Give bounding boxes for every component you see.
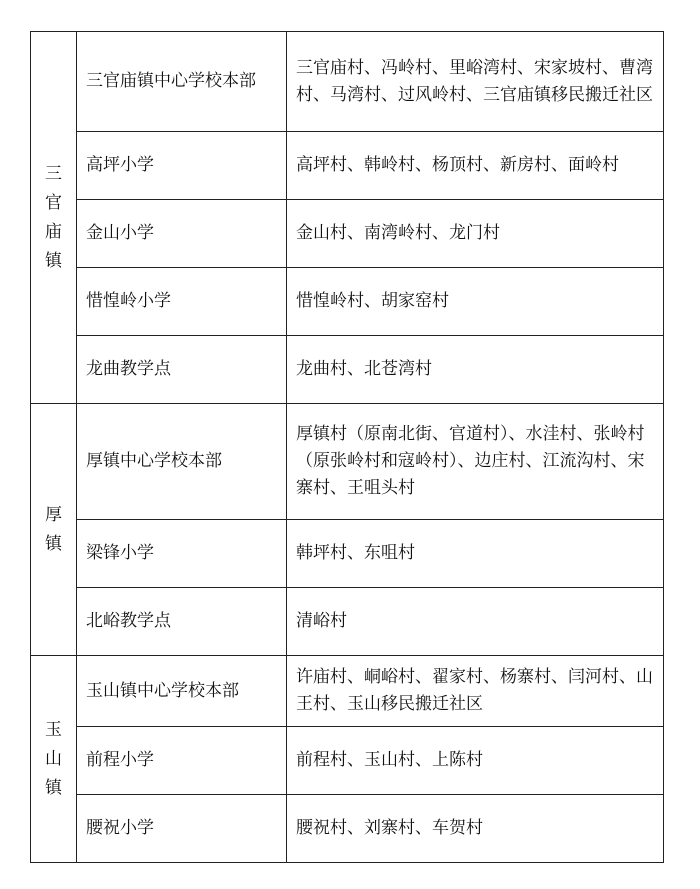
- school-name: 金山小学: [77, 200, 287, 268]
- table-row: [31, 132, 664, 200]
- village-list: 韩坪村、东咀村: [287, 520, 664, 588]
- village-list: 高坪村、韩岭村、杨顶村、新房村、面岭村: [287, 132, 664, 200]
- village-list: 惜惶岭村、胡家窑村: [287, 268, 664, 336]
- table-row: [31, 32, 664, 132]
- village-list: 腰祝村、刘寨村、车贺村: [287, 795, 664, 863]
- town-cell: [31, 404, 77, 656]
- school-district-table: [30, 31, 664, 863]
- town-cell: [31, 656, 77, 863]
- table-row: [31, 727, 664, 795]
- table-row: [31, 200, 664, 268]
- school-name: 厚镇中心学校本部: [77, 404, 287, 520]
- table-row: [31, 588, 664, 656]
- school-name: 高坪小学: [77, 132, 287, 200]
- table-row: [31, 336, 664, 404]
- table-row: [31, 404, 664, 520]
- school-name: 三官庙镇中心学校本部: [77, 32, 287, 132]
- school-name: 前程小学: [77, 727, 287, 795]
- school-name: 玉山镇中心学校本部: [77, 656, 287, 727]
- school-name: 梁锋小学: [77, 520, 287, 588]
- village-list: 金山村、南湾岭村、龙门村: [287, 200, 664, 268]
- village-list: 三官庙村、冯岭村、里峪湾村、宋家坡村、曹湾村、马湾村、过风岭村、三官庙镇移民搬迁社区: [287, 32, 664, 132]
- school-name: 龙曲教学点: [77, 336, 287, 404]
- village-list: 许庙村、峒峪村、翟家村、杨寨村、闫河村、山王村、玉山移民搬迁社区: [287, 656, 664, 727]
- town-name: 玉山镇: [45, 719, 62, 798]
- school-name: 北峪教学点: [77, 588, 287, 656]
- school-name: 腰祝小学: [77, 795, 287, 863]
- village-list: 前程村、玉山村、上陈村: [287, 727, 664, 795]
- table-row: [31, 656, 664, 727]
- table-row: [31, 520, 664, 588]
- village-list: 清峪村: [287, 588, 664, 656]
- town-name: 厚镇: [45, 504, 62, 554]
- village-list: 龙曲村、北苍湾村: [287, 336, 664, 404]
- village-list: 厚镇村（原南北街、官道村）、水洼村、张岭村（原张岭村和寇岭村）、边庄村、江流沟村、宋寨村、王咀头村: [287, 404, 664, 520]
- table-row: [31, 268, 664, 336]
- town-cell: [31, 32, 77, 404]
- town-name: 三官庙镇: [45, 163, 62, 271]
- school-name: 惜惶岭小学: [77, 268, 287, 336]
- table-row: [31, 795, 664, 863]
